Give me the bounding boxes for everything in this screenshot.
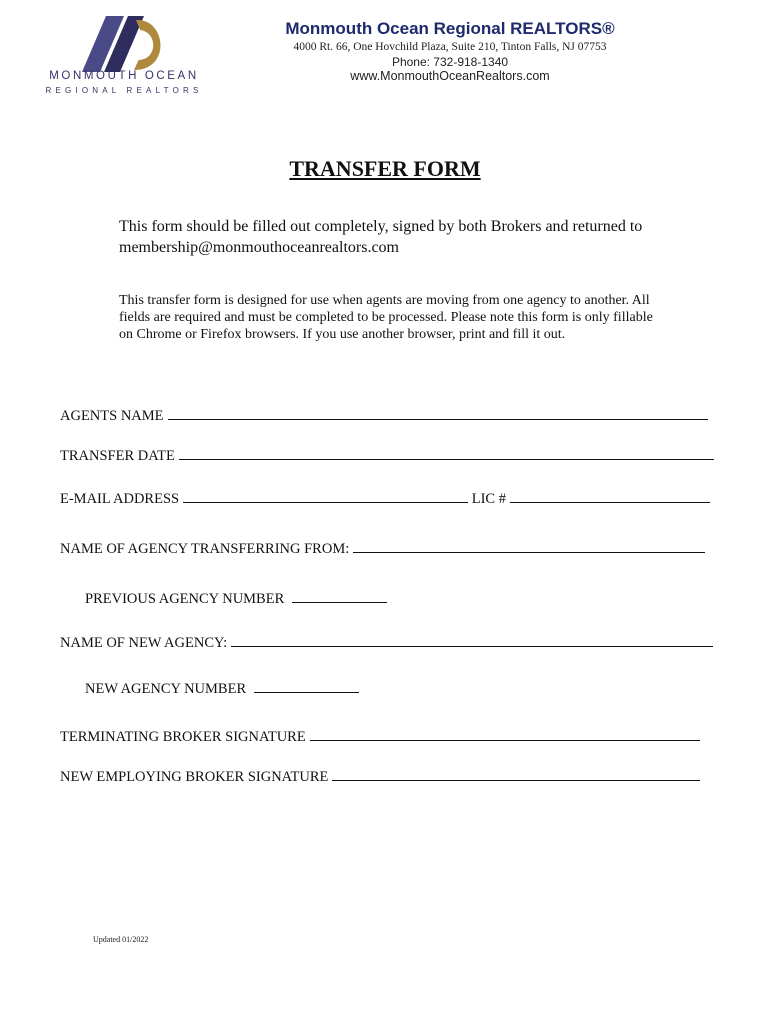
new-agency-number-label: NEW AGENCY NUMBER: [85, 681, 247, 697]
prev-agency-number-input[interactable]: [292, 590, 387, 603]
agency-from-input[interactable]: [353, 540, 705, 553]
form-title: TRANSFER FORM: [289, 156, 481, 181]
new-broker-signature-field: [60, 768, 700, 786]
new-broker-signature-input[interactable]: [332, 768, 700, 781]
prev-agency-number-label: PREVIOUS AGENCY NUMBER: [85, 591, 285, 607]
logo-wordmark: MONMOUTH OCEAN: [49, 70, 199, 82]
email-input[interactable]: [183, 490, 468, 503]
org-address: 4000 Rt. 66, One Hovchild Plaza, Suite 210, Tinton Falls, NJ 07753: [293, 41, 607, 53]
agent-name-input[interactable]: [168, 407, 708, 420]
new-broker-signature-label: NEW EMPLOYING BROKER SIGNATURE: [60, 769, 329, 785]
transfer-date-field: [60, 447, 714, 465]
new-agency-number-input[interactable]: [254, 680, 359, 693]
agency-from-label: NAME OF AGENCY TRANSFERRING FROM:: [60, 541, 350, 557]
logo-mark-icon: [74, 14, 174, 74]
org-logo: [44, 14, 204, 100]
new-agency-input[interactable]: [231, 634, 713, 647]
agent-name-label: AGENTS NAME: [60, 408, 164, 424]
lic-input[interactable]: [510, 490, 710, 503]
new-agency-label: NAME OF NEW AGENCY:: [60, 635, 228, 651]
lic-label: LIC #: [471, 491, 506, 507]
updated-date: Updated 01/2022: [93, 935, 149, 944]
terminating-broker-signature-field: [60, 728, 700, 746]
org-website: www.MonmouthOceanRealtors.com: [350, 69, 550, 83]
org-phone: Phone: 732-918-1340: [391, 55, 509, 69]
transfer-date-label: TRANSFER DATE: [60, 448, 175, 464]
email-label: E-MAIL ADDRESS: [60, 491, 180, 507]
org-name: Monmouth Ocean Regional REALTORS®: [285, 19, 615, 38]
terminating-broker-signature-label: TERMINATING BROKER SIGNATURE: [60, 729, 306, 745]
logo-tagline: REGIONAL REALTORS: [45, 86, 203, 95]
terminating-broker-signature-input[interactable]: [310, 728, 700, 741]
prev-agency-number-field: [85, 590, 387, 608]
transfer-date-input[interactable]: [179, 447, 714, 460]
email-field: [60, 490, 710, 508]
form-instructions: This form should be filled out completely, signed by both Brokers and returned to membership@monmouthoceanrealtors.com: [119, 218, 643, 256]
agent-name-field: [60, 407, 708, 425]
form-note: This transfer form is designed for use when agents are moving from one agency to another. All fields are required and must be completed to be processed. Please note this form is only fillable on Chrome or Firefox browsers. If you use another browser, print and fill it out.: [119, 293, 653, 342]
new-agency-field: [60, 634, 713, 652]
new-agency-number-field: [85, 680, 359, 698]
agency-from-field: [60, 540, 705, 558]
